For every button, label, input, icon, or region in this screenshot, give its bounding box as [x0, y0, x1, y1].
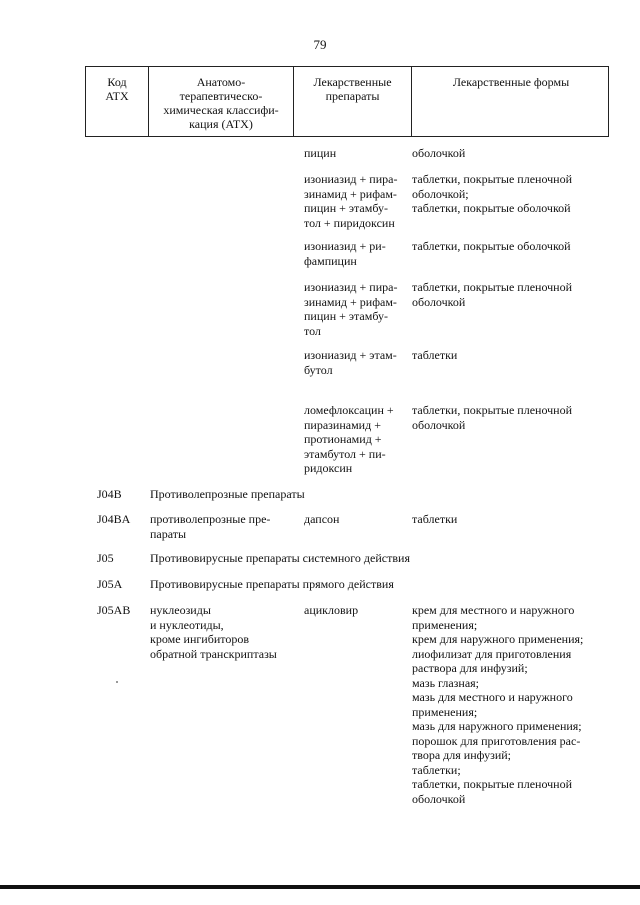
drug-cell: дапсон: [304, 512, 340, 526]
drug-cell: пицин: [304, 146, 337, 160]
atc-classification: нуклеозиды и нуклеотиды, кроме ингибиторов обратной транскриптазы: [150, 603, 277, 661]
form-cell: таблетки, покрытые оболочкой: [412, 239, 571, 253]
header-drugs: Лекарственные препараты: [293, 67, 411, 136]
form-cell: крем для местного и наружного применения; крем для наружного применения; лиофилизат для приготовления раствора для инфузий; мазь глазная; мазь для местного и наружного применения; мазь для наружного применения; порошок для приготовления рас- твора для инфузий; таблетки; таблетки, покрытые пленочной оболочкой: [412, 603, 584, 806]
form-cell: таблетки: [412, 348, 458, 362]
page-number: 79: [313, 37, 327, 52]
drug-cell: изониазид + ри- фампицин: [304, 239, 386, 268]
form-cell: таблетки: [412, 512, 458, 526]
atc-classification: Противовирусные препараты прямого действия: [150, 577, 394, 591]
header-forms: Лекарственные формы: [411, 67, 610, 136]
atc-classification: Противолепрозные препараты: [150, 487, 305, 501]
atc-classification: противолепрозные пре- параты: [150, 512, 271, 541]
atc-code: J04B: [97, 487, 122, 501]
drug-cell: изониазид + пира- зинамид + рифам- пицин + этамбу- тол + пиридоксин: [304, 172, 398, 230]
header-code: Код ATX: [105, 75, 129, 103]
form-cell: таблетки, покрытые пленочной оболочкой: [412, 280, 573, 309]
form-cell: таблетки, покрытые пленочной оболочкой; таблетки, покрытые оболочкой: [412, 172, 573, 215]
header-classification: Анатомо- терапевтическо- химическая классифи- кация (ATX): [148, 67, 293, 136]
drug-cell: изониазид + пира- зинамид + рифам- пицин + этамбу- тол: [304, 280, 398, 338]
form-cell: оболочкой: [412, 146, 466, 160]
atc-code: J04BA: [97, 512, 131, 526]
atc-code: J05A: [97, 577, 123, 591]
atc-classification: Противовирусные препараты системного действия: [150, 551, 410, 565]
footer-rule: [0, 885, 640, 889]
drug-cell: изониазид + этам- бутол: [304, 348, 397, 377]
drug-cell: ацикловир: [304, 603, 359, 617]
atc-code: J05AB: [97, 603, 131, 617]
form-cell: таблетки, покрытые пленочной оболочкой: [412, 403, 573, 432]
table-header: [85, 66, 609, 137]
atc-code: J05: [97, 551, 114, 565]
drug-cell: ломефлоксацин + пиразинамид + протионамид + этамбутол + пи- ридоксин: [304, 403, 394, 475]
scan-speck: [116, 681, 118, 683]
